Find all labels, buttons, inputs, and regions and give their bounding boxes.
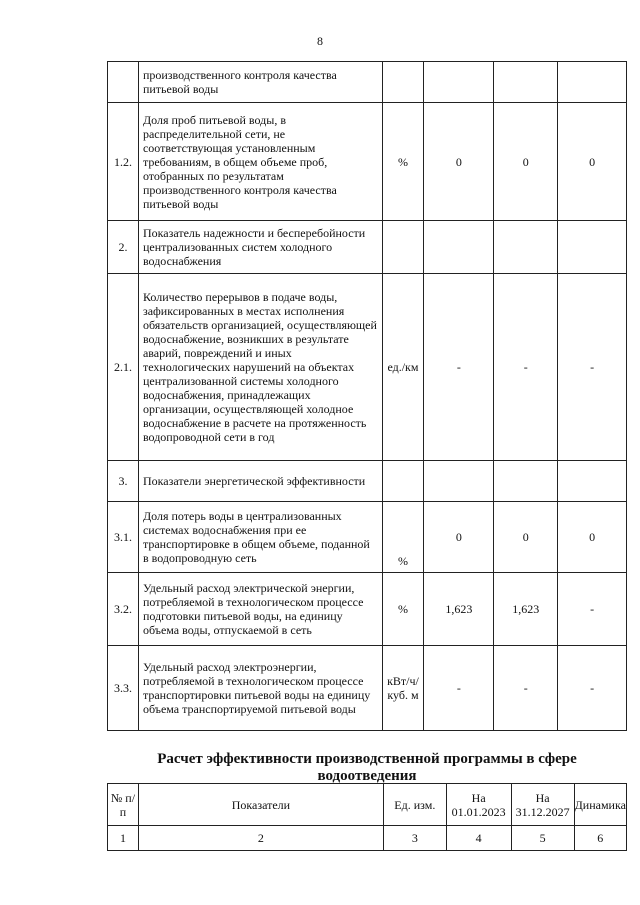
header-dynamics: Динамика	[574, 784, 626, 826]
value-dynamics	[558, 461, 627, 502]
indicator-name: Удельный расход электрической энергии, потребляемой в технологическом процессе подготовки питьевой воды, на единицу объема воды, отпускаемой в сеть	[138, 573, 382, 646]
efficiency-table-wastewater	[107, 783, 627, 851]
value-2023	[424, 221, 494, 274]
value-2027: 0	[494, 103, 558, 221]
header-date-2023: На 01.01.2023	[446, 784, 511, 826]
unit-cell: %	[382, 573, 424, 646]
table-row	[108, 62, 627, 103]
header-number: № п/п	[108, 784, 139, 826]
value-2023	[424, 62, 494, 103]
indicator-name: производственного контроля качества питьевой воды	[138, 62, 382, 103]
table-row	[108, 103, 627, 221]
table-row	[108, 274, 627, 461]
indicator-name: Удельный расход электроэнергии, потребляемой в технологическом процессе транспортировки питьевой воды на единицу объема транспортируемой питьевой воды	[138, 646, 382, 731]
unit-cell	[382, 221, 424, 274]
value-2027: 0	[494, 502, 558, 573]
value-2027: -	[494, 274, 558, 461]
column-index: 5	[511, 826, 574, 851]
table-row	[108, 502, 627, 573]
table-index-row	[108, 826, 627, 851]
indicator-name: Количество перерывов в подаче воды, зафиксированных в местах исполнения обязательств организацией, осуществляющей водоснабжение, возникших в результате аварий, повреждений и иных технологических нарушений на объектах централизованной системы холодного водоснабжения, принадлежащих организации, осуществляющей холодное водоснабжение в расчете на протяженность водопроводной сети в год	[138, 274, 382, 461]
row-number: 1.2.	[108, 103, 139, 221]
value-2023: -	[424, 274, 494, 461]
value-dynamics	[558, 62, 627, 103]
value-dynamics: -	[558, 646, 627, 731]
page-number: 8	[317, 34, 323, 48]
value-2027	[494, 221, 558, 274]
value-2023	[424, 461, 494, 502]
section-title: Расчет эффективности производственной программы в сфере водоотведения	[157, 751, 577, 784]
row-number: 3.	[108, 461, 139, 502]
column-index: 2	[138, 826, 383, 851]
header-indicators: Показатели	[138, 784, 383, 826]
value-dynamics: 0	[558, 103, 627, 221]
header-date-2027: На 31.12.2027	[511, 784, 574, 826]
table-row	[108, 461, 627, 502]
row-number: 3.3.	[108, 646, 139, 731]
value-2023: -	[424, 646, 494, 731]
row-number	[108, 62, 139, 103]
value-2027	[494, 62, 558, 103]
value-dynamics	[558, 221, 627, 274]
unit-cell	[382, 461, 424, 502]
value-2027: -	[494, 646, 558, 731]
indicator-name: Показатели энергетической эффективности	[138, 461, 382, 502]
column-index: 3	[383, 826, 446, 851]
value-dynamics: -	[558, 274, 627, 461]
column-index: 6	[574, 826, 626, 851]
value-dynamics: 0	[558, 502, 627, 573]
indicator-name: Показатель надежности и бесперебойности централизованных систем холодного водоснабжения	[138, 221, 382, 274]
column-index: 1	[108, 826, 139, 851]
value-2027: 1,623	[494, 573, 558, 646]
row-number: 2.	[108, 221, 139, 274]
unit-cell: %	[382, 502, 424, 573]
value-2023: 0	[424, 103, 494, 221]
table-row	[108, 573, 627, 646]
row-number: 3.2.	[108, 573, 139, 646]
value-dynamics: -	[558, 573, 627, 646]
indicator-name: Доля потерь воды в централизованных системах водоснабжения при ее транспортировке в общем объеме, поданной в водопроводную сеть	[138, 502, 382, 573]
unit-cell: ед./км	[382, 274, 424, 461]
table-row	[108, 221, 627, 274]
indicator-name: Доля проб питьевой воды, в распределительной сети, не соответствующая установленным требованиям, в общем объеме проб, отобранных по результатам производственного контроля качества питьевой воды	[138, 103, 382, 221]
table-header-row	[108, 784, 627, 826]
unit-cell: кВт/ч/ куб. м	[382, 646, 424, 731]
value-2023: 1,623	[424, 573, 494, 646]
row-number: 3.1.	[108, 502, 139, 573]
value-2027	[494, 461, 558, 502]
value-2023: 0	[424, 502, 494, 573]
row-number: 2.1.	[108, 274, 139, 461]
efficiency-table-water-supply	[107, 61, 627, 731]
column-index: 4	[446, 826, 511, 851]
unit-cell: %	[382, 103, 424, 221]
unit-cell	[382, 62, 424, 103]
table-row	[108, 646, 627, 731]
header-unit: Ед. изм.	[383, 784, 446, 826]
